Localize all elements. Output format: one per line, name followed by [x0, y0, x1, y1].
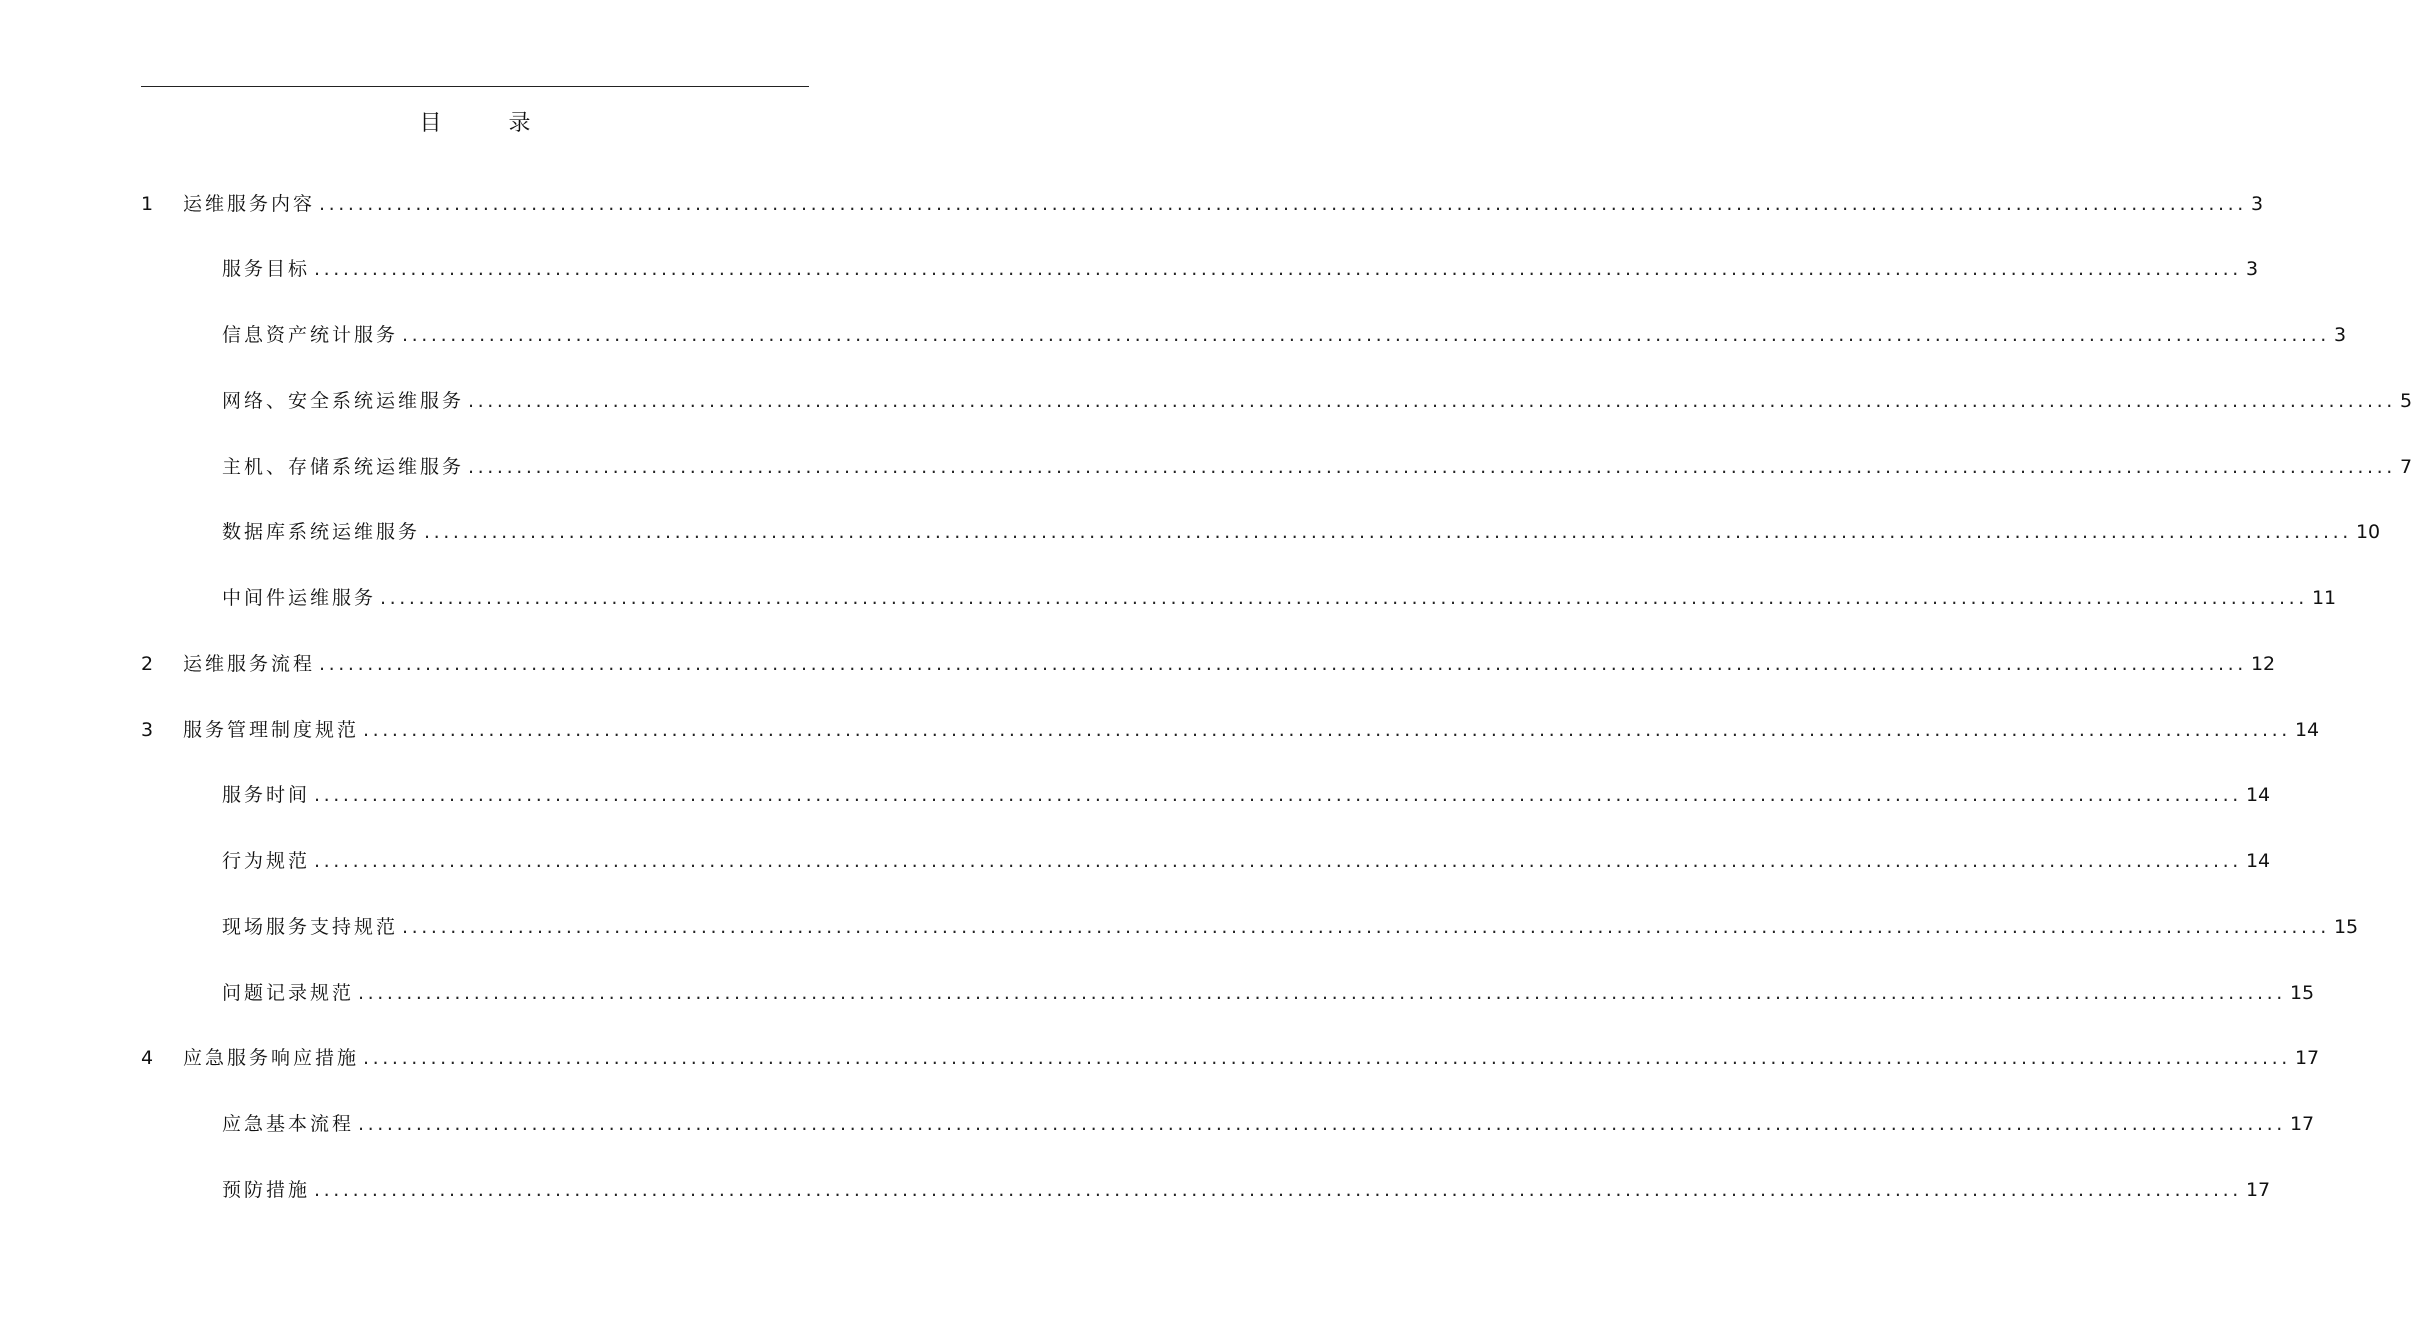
toc-leader-dots: ........................................................................................................................................................................................................: [319, 653, 2247, 675]
toc-entry-text: 运维服务流程: [183, 653, 316, 675]
toc-entry-text: 应急服务响应措施: [183, 1047, 360, 1069]
toc-entry-number: 2: [141, 653, 154, 675]
toc-entry[interactable]: [222, 780, 2271, 810]
toc-leader-dots: ........................................................................................................................................................................................................: [314, 850, 2242, 872]
toc-entry-page: 12: [2250, 653, 2276, 675]
toc-entry-page: 17: [2245, 1179, 2271, 1201]
toc-entry-text: 网络、安全系统运维服务: [222, 390, 465, 412]
toc-entry-text: 预防措施: [222, 1179, 311, 1201]
toc-entry-page: 14: [2245, 784, 2271, 806]
toc-entry[interactable]: [222, 912, 2359, 942]
toc-entry-page: 10: [2355, 521, 2381, 543]
toc-entry[interactable]: [222, 386, 2412, 416]
toc-leader-dots: ........................................................................................................................................................................................................: [402, 916, 2330, 938]
toc-entry[interactable]: [222, 320, 2347, 350]
toc-entry-page: 15: [2333, 916, 2359, 938]
toc-entry-page: 11: [2311, 587, 2337, 609]
toc-leader-dots: ........................................................................................................................................................................................................: [380, 587, 2308, 609]
toc-leader-dots: ........................................................................................................................................................................................................: [314, 258, 2242, 280]
toc-entry-text: 中间件运维服务: [222, 587, 377, 609]
toc-entry-page: 17: [2294, 1047, 2320, 1069]
toc-entry[interactable]: [141, 715, 2320, 745]
toc-entry-page: 17: [2289, 1113, 2315, 1135]
toc-entry-text: 服务时间: [222, 784, 311, 806]
toc-entry[interactable]: [222, 452, 2412, 482]
toc-entry-text: 运维服务内容: [183, 193, 316, 215]
toc-entry-number: 3: [141, 719, 154, 741]
toc-entry[interactable]: [222, 517, 2381, 547]
toc-entry-number: 4: [141, 1047, 154, 1069]
toc-entry-page: 14: [2245, 850, 2271, 872]
toc-entry-text: 服务管理制度规范: [183, 719, 360, 741]
toc-entry-number: 1: [141, 193, 154, 215]
toc-entry-page: 7: [2399, 456, 2412, 478]
toc-entry-page: 5: [2399, 390, 2412, 412]
toc-entry-page: 14: [2294, 719, 2320, 741]
toc-entry[interactable]: [222, 846, 2271, 876]
toc-leader-dots: ........................................................................................................................................................................................................: [314, 1179, 2242, 1201]
toc-leader-dots: ........................................................................................................................................................................................................: [319, 193, 2247, 215]
toc-entry[interactable]: [141, 189, 2264, 219]
toc-leader-dots: ........................................................................................................................................................................................................: [358, 1113, 2286, 1135]
toc-entry-text: 行为规范: [222, 850, 311, 872]
toc-entry[interactable]: [222, 1109, 2315, 1139]
toc-title: 目 录: [419, 111, 561, 136]
toc-entry-text: 问题记录规范: [222, 982, 355, 1004]
toc-entry[interactable]: [222, 978, 2315, 1008]
toc-leader-dots: ........................................................................................................................................................................................................: [424, 521, 2352, 543]
toc-entry-text: 现场服务支持规范: [222, 916, 399, 938]
toc-entry[interactable]: [222, 583, 2337, 613]
toc-entry[interactable]: [222, 1175, 2271, 1205]
toc-entry[interactable]: [222, 254, 2259, 284]
toc-leader-dots: ........................................................................................................................................................................................................: [402, 324, 2330, 346]
toc-entry-text: 数据库系统运维服务: [222, 521, 421, 543]
toc-leader-dots: ........................................................................................................................................................................................................: [314, 784, 2242, 806]
toc-leader-dots: ........................................................................................................................................................................................................: [363, 719, 2291, 741]
toc-entry[interactable]: [141, 649, 2276, 679]
toc-entry-page: 3: [2250, 193, 2264, 215]
toc-entry[interactable]: [141, 1043, 2320, 1073]
toc-entry-page: 3: [2245, 258, 2259, 280]
toc-entry-page: 15: [2289, 982, 2315, 1004]
toc-leader-dots: ........................................................................................................................................................................................................: [468, 456, 2396, 478]
toc-leader-dots: ........................................................................................................................................................................................................: [363, 1047, 2291, 1069]
toc-entry-page: 3: [2333, 324, 2347, 346]
toc-leader-dots: ........................................................................................................................................................................................................: [468, 390, 2396, 412]
toc-entry-text: 应急基本流程: [222, 1113, 355, 1135]
toc-entry-text: 信息资产统计服务: [222, 324, 399, 346]
toc-leader-dots: ........................................................................................................................................................................................................: [358, 982, 2286, 1004]
toc-entry-text: 服务目标: [222, 258, 311, 280]
toc-entry-text: 主机、存储系统运维服务: [222, 456, 465, 478]
